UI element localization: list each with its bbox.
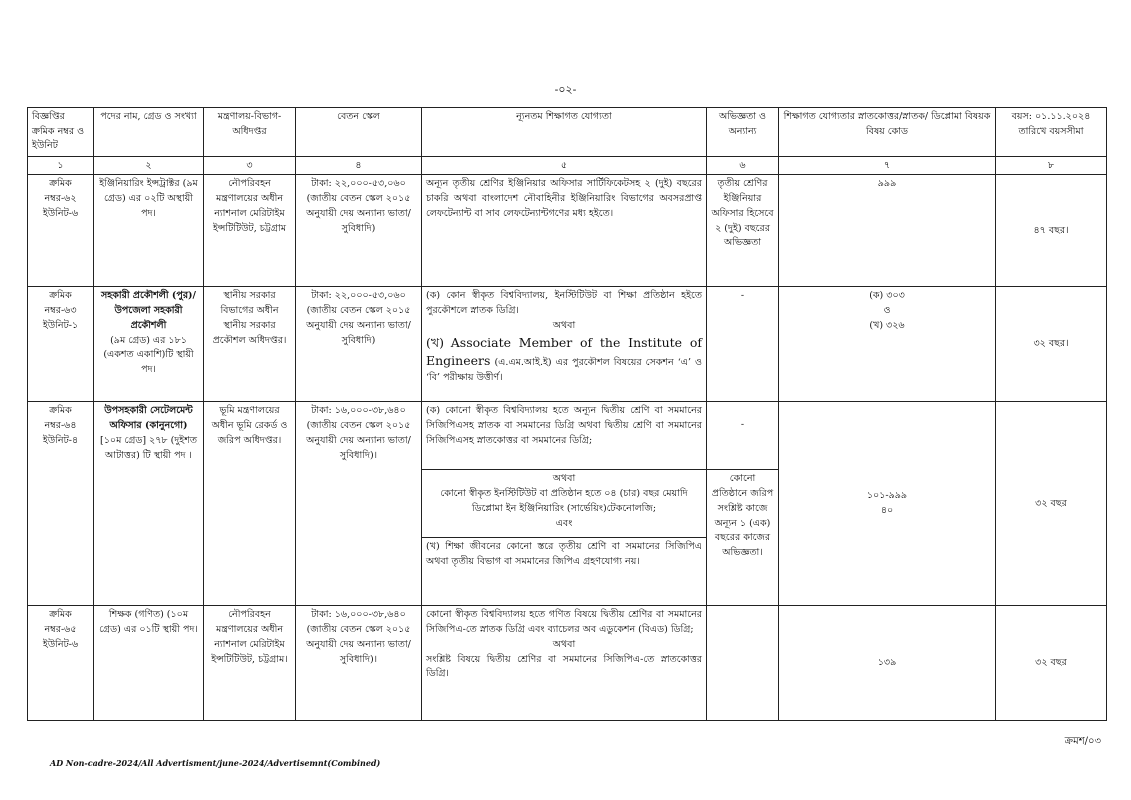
qualification-option-b	[426, 334, 702, 386]
page-number: -০২-	[554, 83, 577, 96]
experience-cell	[707, 606, 779, 721]
header-pay-scale: বেতন স্কেল	[296, 108, 422, 157]
qualification-option-a: কোনো স্বীকৃত বিশ্ববিদ্যালয় হতে গণিত বিষয়ে দ্বিতীয় শ্রেণির বা সমমানের সিজিপিএ-তে স্নাতক ডিগ্রি এবং ব্যাচেলর অব এডুকেশন (বিএড) ডিগ্রি;	[426, 609, 702, 636]
qualification-or: অথবা	[552, 473, 576, 485]
subject-code-b: ৪০	[880, 504, 894, 516]
column-number: ৩	[204, 157, 296, 175]
post-cell	[94, 287, 204, 402]
table-row	[28, 287, 1107, 402]
ministry-cell: নৌপরিবহন মন্ত্রণালয়ের অধীন ন্যাশনাল মেরিটাইম ইন্সটিটিউট, চট্টগ্রাম।	[204, 606, 296, 721]
column-number: ৮	[996, 157, 1107, 175]
file-path-footer: AD Non-cadre-2024/All Advertisment/june-2024/Advertisemnt(Combined)	[50, 758, 381, 768]
qualification-option-b-rest: (এ.এম.আই.ই) এর পুরকৌশল বিষয়ের সেকশন ‘এ’ ও ‘বি’ পরীক্ষায় উত্তীর্ণ।	[426, 357, 702, 384]
age-cell: ৪৭ বছর।	[996, 175, 1107, 287]
pay-scale-cell: টাকা: ২২,০০০-৫৩,০৬০ (জাতীয় বেতন স্কেল ২০১৫ অনুযায়ী দেয় অন্যান্য ভাতা/সুবিধাদি)	[296, 175, 422, 287]
header-age-limit: বয়স: ০১.১১.২০২৪ তারিখে বয়সসীমা	[996, 108, 1107, 157]
column-number: ৪	[296, 157, 422, 175]
pay-scale-cell: টাকা: ১৬,০০০-৩৮,৬৪০ (জাতীয় বেতন স্কেল ২০১৫ অনুযায়ী দেয় অন্যান্য ভাতা/সুবিধাদি)।	[296, 606, 422, 721]
qualification-cell	[422, 287, 707, 402]
header-experience: অভিজ্ঞতা ও অন্যান্য	[707, 108, 779, 157]
qualification-cell: অন্যূন তৃতীয় শ্রেণির ইঞ্জিনিয়ার অফিসার সার্টিফিকেটসহ ২ (দুই) বছরের চাকরি অথবা বাংলাদেশ নৌবাহিনীর ইঞ্জিনিয়ারিং বিভাগের অবসরপ্রাপ্ত লেফটেন্যান্ট বা সাব লেফটেন্যান্টগণের মধ্য হইতে।	[422, 175, 707, 287]
serial-cell: ক্রমিক নম্বর-৬২ ইউনিট-৬	[28, 175, 94, 287]
recruitment-table	[27, 107, 1107, 721]
pay-scale-cell: টাকা: ১৬,০০০-৩৮,৬৪০ (জাতীয় বেতন স্কেল ২০১৫ অনুযায়ী দেয় অন্যান্য ভাতা/সুবিধাদি)।	[296, 402, 422, 606]
qualification-option-b-english: Associate Member of the Institute of Engineers	[426, 334, 702, 369]
experience-cell: তৃতীয় শ্রেণির ইঞ্জিনিয়ার অফিসার হিসেবে ২ (দুই) বছরের অভিজ্ঞতা	[707, 175, 779, 287]
header-post: পদের নাম, গ্রেড ও সংখ্যা	[94, 108, 204, 157]
post-title: সহকারী প্রকৌশলী (পুর)/উপজেলা সহকারী প্রকৌশলী	[100, 290, 197, 331]
experience-cell: -	[707, 402, 779, 470]
post-cell: ইঞ্জিনিয়ারিং ইন্সট্রাক্টর (৯ম গ্রেড) এর ০২টি অস্থায়ী পদ।	[94, 175, 204, 287]
header-serial: বিজ্ঞপ্তির ক্রমিক নম্বর ও ইউনিট	[28, 108, 94, 157]
header-ministry: মন্ত্রণালয়-বিভাগ-অধিদপ্তর	[204, 108, 296, 157]
ministry-cell: ভূমি মন্ত্রণালয়ের অধীন ভূমি রেকর্ড ও জরিপ অধিদপ্তর।	[204, 402, 296, 606]
age-cell: ৩২ বছর	[996, 606, 1107, 721]
subject-code-a: ১০১-৯৯৯	[866, 490, 908, 502]
subject-code-cell	[779, 287, 996, 402]
post-grade: (৯ম গ্রেড) এর ১৮১ (একশত একাশি)টি স্থায়ী পদ।	[103, 334, 194, 376]
qualification-and: এবং	[555, 517, 573, 529]
pay-scale-cell: টাকা: ২২,০০০-৫৩,০৬০ (জাতীয় বেতন স্কেল ২০১৫ অনুযায়ী দেয় অন্যান্য ভাতা/সুবিধাদি)	[296, 287, 422, 402]
subject-code-and: ও	[883, 305, 891, 317]
header-row	[28, 108, 1107, 157]
serial-cell: ক্রমিক নম্বর-৬৩ ইউনিট-১	[28, 287, 94, 402]
qualification-diploma-text: কোনো স্বীকৃত ইনস্টিটিউট বা প্রতিষ্ঠান হতে ০৪ (চার) বছর মেয়াদি ডিপ্লোমা ইন ইঞ্জিনিয়ারিং (সার্ভেয়িং)টেকনোলজি;	[440, 488, 688, 514]
subject-code-cell: ৯৯৯	[779, 175, 996, 287]
subject-code-a: (ক) ৩০৩	[869, 290, 905, 302]
column-number: ২	[94, 157, 204, 175]
table-row	[28, 402, 1107, 470]
qualification-cell	[422, 606, 707, 721]
serial-cell: ক্রমিক নম্বর-৬৪ ইউনিট-৪	[28, 402, 94, 606]
age-cell: ৩২ বছর।	[996, 287, 1107, 402]
table-row	[28, 606, 1107, 721]
subject-code-cell	[779, 402, 996, 606]
qualification-option-a: (ক) কোন স্বীকৃত বিশ্ববিদ্যালয়, ইনস্টিটিউট বা শিক্ষা প্রতিষ্ঠান হইতে পুরকৌশলে স্নাতক ডিগ্রি।	[426, 290, 702, 317]
header-subject-code: শিক্ষাগত যোগ্যতার স্নাতকোত্তর/স্নাতক/ ডিপ্লোমা বিষয়ক বিষয় কোড	[779, 108, 996, 157]
table-row	[28, 175, 1107, 287]
experience-cell: -	[707, 287, 779, 402]
column-number-row	[28, 157, 1107, 175]
post-title: উপসহকারী সেটেলমেন্ট অফিসার (কানুনগো)	[104, 405, 193, 432]
age-cell: ৩২ বছর	[996, 402, 1107, 606]
qualification-option-b-prefix: (খ)	[426, 334, 444, 350]
column-number: ১	[28, 157, 94, 175]
ministry-cell: স্থানীয় সরকার বিভাগের অধীন স্থানীয় সরকার প্রকৌশল অধিদপ্তর।	[204, 287, 296, 402]
qualification-diploma	[422, 470, 707, 538]
qualification-option-b: সংশ্লিষ্ট বিষয়ে দ্বিতীয় শ্রেণির বা সমমানের সিজিপিএ-তে স্নাতকোত্তর ডিগ্রি।	[426, 653, 702, 680]
qualification-option-a: (ক) কোনো স্বীকৃত বিশ্ববিদ্যালয় হতে অন্যূন দ্বিতীয় শ্রেণি বা সমমানের সিজিপিএসহ স্নাতক বা সমমানের ডিগ্রি অথবা দ্বিতীয় শ্রেণি বা সমমানের সিজিপিএসহ স্নাতকোত্তর বা সমমানের ডিগ্রি;	[422, 402, 707, 470]
post-cell	[94, 402, 204, 606]
column-number: ৫	[422, 157, 707, 175]
qualification-or: অথবা	[552, 319, 576, 331]
header-qualification: ন্যূনতম শিক্ষাগত যোগ্যতা	[422, 108, 707, 157]
ministry-cell: নৌপরিবহন মন্ত্রণালয়ের অধীন ন্যাশনাল মেরিটাইম ইন্সটিটিউট, চট্টগ্রাম	[204, 175, 296, 287]
continued-label: ক্রমশ/০৩	[1064, 736, 1101, 747]
experience-cell: কোনো প্রতিষ্ঠানে জরিপ সংশ্লিষ্ট কাজে অন্যূন ১ (এক) বছরের কাজের অভিজ্ঞতা।	[707, 470, 779, 606]
column-number: ৭	[779, 157, 996, 175]
subject-code-cell: ১৩৯	[779, 606, 996, 721]
subject-code-b: (খ) ৩২৬	[869, 319, 905, 331]
column-number: ৬	[707, 157, 779, 175]
serial-cell: ক্রমিক নম্বর-৬৫ ইউনিট-৬	[28, 606, 94, 721]
qualification-or: অথবা	[552, 638, 576, 650]
post-cell: শিক্ষক (গণিত) (১০ম গ্রেড) এর ০১টি স্থায়ী পদ।	[94, 606, 204, 721]
post-grade: [১০ম গ্রেড] ২৭৮ (দুইশত আটাত্তর) টি স্থায়ী পদ ।	[100, 434, 197, 461]
qualification-option-b: (খ) শিক্ষা জীবনের কোনো স্তরে তৃতীয় শ্রেণি বা সমমানের সিজিপিএ অথবা তৃতীয় বিভাগ বা সমমানের জিপিএ গ্রহণযোগ্য নয়।	[422, 538, 707, 606]
